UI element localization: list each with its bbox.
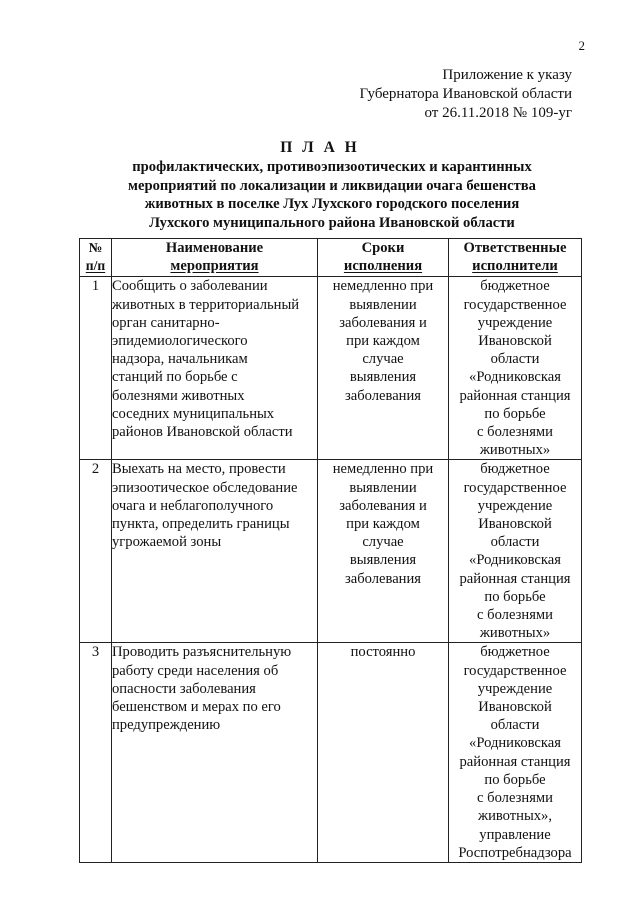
cell-line: немедленно при <box>332 278 434 295</box>
cell-line: заболевания и <box>339 314 427 331</box>
header-text: Ответственные <box>463 240 567 256</box>
cell-line: бюджетное <box>480 278 550 295</box>
cell-line: учреждение <box>477 497 553 514</box>
header-text: Наименование <box>165 240 264 256</box>
subtitle-line: Лухского муниципального района Ивановской области <box>149 214 515 231</box>
cell-line: угрожаемой зоны <box>112 534 222 551</box>
cell-line: выявления <box>349 369 417 386</box>
subtitle-line: животных в поселке Лух Лухского городского поселения <box>144 196 520 212</box>
header-text: исполнители <box>472 258 558 275</box>
page-number: 2 <box>578 38 585 53</box>
cell-line: заболевания <box>344 387 422 404</box>
cell-line: районная станция <box>459 387 571 404</box>
cell-line: с болезнями <box>477 424 553 441</box>
cell-line: заболевания и <box>339 497 427 514</box>
cell-line: «Родниковская <box>469 552 561 569</box>
header-name <box>112 239 318 277</box>
cell-line: бюджетное <box>480 644 550 661</box>
cell-line: опасности заболевания <box>112 680 256 697</box>
cell-line: предупреждению <box>112 717 221 734</box>
cell-line: государственное <box>463 479 567 496</box>
row-term <box>318 460 449 643</box>
row-activity <box>112 643 318 862</box>
cell-line: учреждение <box>477 680 553 697</box>
plan-table <box>79 238 582 863</box>
header-text: Сроки <box>361 240 405 256</box>
cell-line: случае <box>362 351 404 368</box>
cell-line: районная станция <box>459 570 571 587</box>
cell-line: бюджетное <box>480 461 550 478</box>
subtitle-line: профилактических, противоэпизоотических и карантинных <box>132 159 532 175</box>
cell-line: выявлении <box>349 479 417 496</box>
cell-line: районов Ивановской области <box>112 424 293 441</box>
cell-line: Проводить разъяснительную <box>112 644 292 661</box>
header-text: № <box>88 240 103 255</box>
cell-line: работу среди населения об <box>112 662 279 679</box>
cell-line: станций по борьбе с <box>112 369 238 386</box>
cell-line: животных» <box>479 625 551 642</box>
cell-line: с болезнями <box>477 607 553 624</box>
cell-line: Роспотребнадзора <box>458 844 572 861</box>
cell-line: животных» <box>479 442 551 459</box>
row-activity <box>112 277 318 460</box>
cell-line: пункта, определить границы <box>112 516 290 533</box>
row-number: 1 <box>80 277 112 460</box>
appendix-reference <box>359 66 572 123</box>
header-num <box>80 239 112 277</box>
appendix-line: Губернатора Ивановской области <box>359 86 572 102</box>
cell-line: области <box>490 351 540 368</box>
cell-line: Ивановской <box>478 699 552 716</box>
cell-line: эпидемиологического <box>112 333 248 350</box>
row-activity <box>112 460 318 643</box>
cell-line: области <box>490 534 540 551</box>
cell-line: с болезнями <box>477 790 553 807</box>
cell-line: бешенством и мерах по его <box>112 699 281 716</box>
cell-line: Ивановской <box>478 516 552 533</box>
table-row <box>80 460 582 643</box>
cell-line: эпизоотическое обследование <box>112 479 298 496</box>
cell-line: животных», <box>477 808 553 825</box>
plan-title: П Л А Н <box>280 139 360 156</box>
cell-line: заболевания <box>344 570 422 587</box>
cell-line: при каждом <box>346 516 420 533</box>
header-text: исполнения <box>343 258 423 275</box>
row-number: 3 <box>80 643 112 862</box>
appendix-line: от 26.11.2018 № 109-уг <box>424 105 572 121</box>
cell-line: государственное <box>463 296 567 313</box>
cell-line: по борьбе <box>484 771 546 788</box>
cell-line: по борьбе <box>484 405 546 422</box>
cell-line: животных в территориальный <box>112 296 300 313</box>
row-term <box>318 277 449 460</box>
cell-line: очага и неблагополучного <box>112 497 274 514</box>
cell-line: орган санитарно- <box>112 314 220 331</box>
cell-line: постоянно <box>350 644 416 661</box>
subtitle-line: мероприятий по локализации и ликвидации очага бешенства <box>128 177 536 194</box>
row-responsible <box>449 277 582 460</box>
cell-line: при каждом <box>346 333 420 350</box>
row-responsible <box>449 460 582 643</box>
cell-line: районная станция <box>459 753 571 770</box>
cell-line: по борьбе <box>484 588 546 605</box>
cell-line: случае <box>362 534 404 551</box>
cell-line: болезнями животных <box>112 387 245 404</box>
cell-line: области <box>490 717 540 734</box>
cell-line: государственное <box>463 662 567 679</box>
cell-line: Ивановской <box>478 333 552 350</box>
cell-line: выявлении <box>349 296 417 313</box>
row-term <box>318 643 449 862</box>
cell-line: Сообщить о заболевании <box>112 278 268 295</box>
table-header-row <box>80 239 582 277</box>
cell-line: управление <box>479 826 551 843</box>
cell-line: учреждение <box>477 314 553 331</box>
header-term <box>318 239 449 277</box>
cell-line: «Родниковская <box>469 369 561 386</box>
header-responsible <box>449 239 582 277</box>
cell-line: выявления <box>349 552 417 569</box>
table-row <box>80 277 582 460</box>
row-responsible <box>449 643 582 862</box>
header-text: п/п <box>85 258 106 273</box>
cell-line: надзора, начальникам <box>112 351 248 368</box>
cell-line: «Родниковская <box>469 735 561 752</box>
cell-line: соседних муниципальных <box>112 405 275 422</box>
cell-line: немедленно при <box>332 461 434 478</box>
plan-subtitle <box>80 158 584 232</box>
cell-line: Выехать на место, провести <box>112 461 286 478</box>
table-row <box>80 643 582 862</box>
header-text: мероприятия <box>170 258 259 275</box>
appendix-line: Приложение к указу <box>442 67 572 83</box>
row-number: 2 <box>80 460 112 643</box>
